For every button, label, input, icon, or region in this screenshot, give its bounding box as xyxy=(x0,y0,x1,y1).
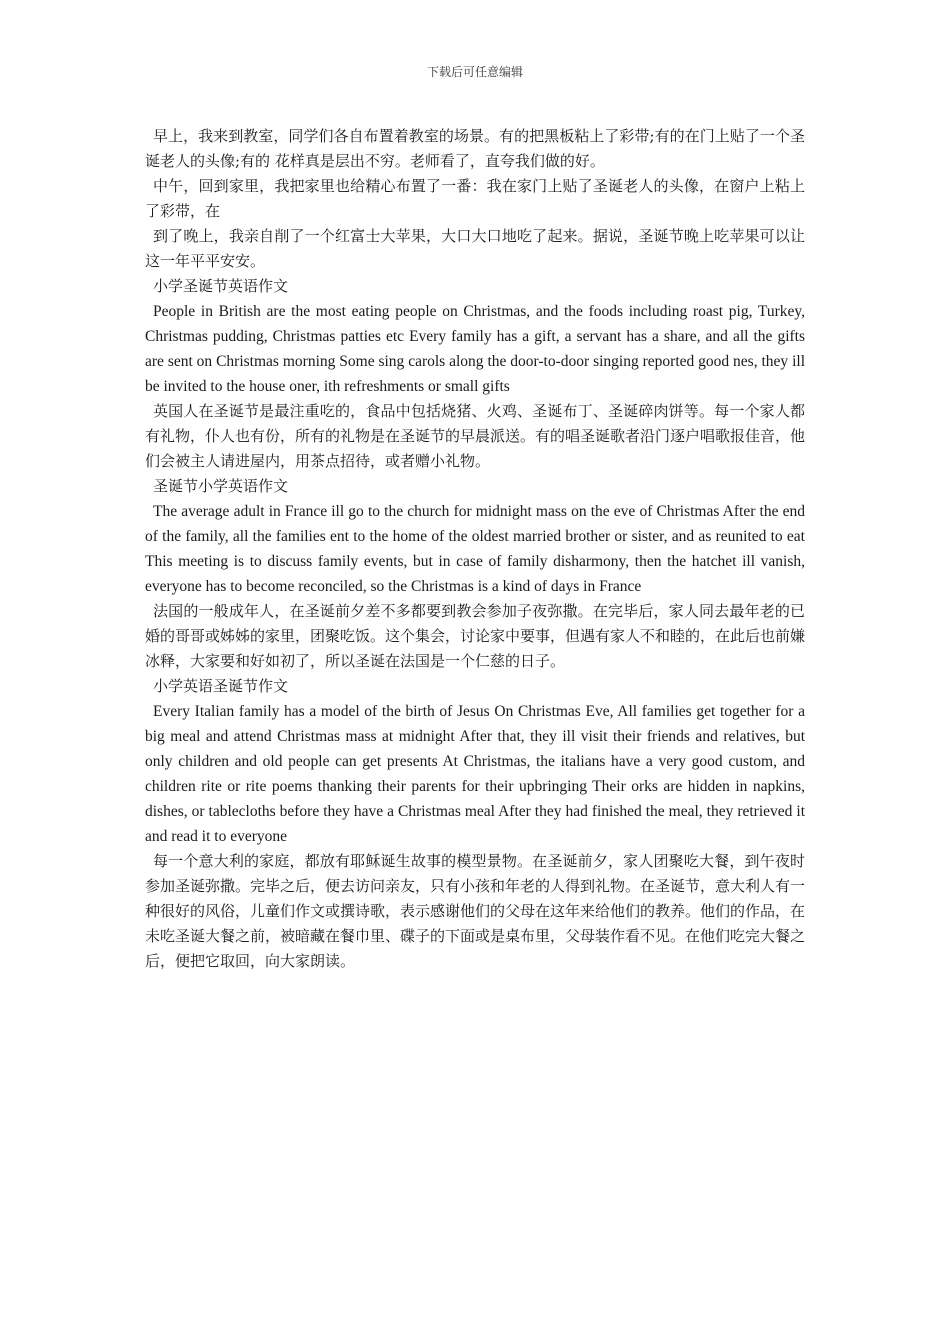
paragraph-british-zh: 英国人在圣诞节是最注重吃的，食品中包括烧猪、火鸡、圣诞布丁、圣诞碎肉饼等。每一个家人都有礼物，仆人也有份，所有的礼物是在圣诞节的早晨派送。有的唱圣诞歌者沿门逐户唱歌报佳音，他们会被主人请进屋内，用茶点招待，或者赠小礼物。 xyxy=(145,402,806,470)
paragraph-morning: 早上，我来到教室，同学们各自布置着教室的场景。有的把黑板粘上了彩带;有的在门上贴了一个圣诞老人的头像;有的 花样真是层出不穷。老师看了，直夸我们做的好。 xyxy=(145,127,805,170)
paragraph-france-en: The average adult in France ill go to the church for midnight mass on the eve of Christmas After the end of the family, all the families ent to the home of the oldest married brother or sister, and as reunited to eat This meeting is to discuss family events, but in case of family disharmony, then the hatchet ill vanish, everyone has to become reconciled, so the Christmas is a kind of days in France xyxy=(145,503,805,595)
section-heading: 圣诞节小学英语作文 xyxy=(153,477,289,495)
document-body xyxy=(145,124,805,974)
section-heading: 小学圣诞节英语作文 xyxy=(153,277,289,295)
section-heading: 小学英语圣诞节作文 xyxy=(153,677,289,695)
page-header-note: 下载后可任意编辑 xyxy=(426,65,523,79)
paragraph-italy-en: Every Italian family has a model of the birth of Jesus On Christmas Eve, All families get together for a big meal and attend Christmas mass at midnight After that, they ill visit their friends and relatives, but only children and old people can get presents At Christmas, the italians have a very good custom, and children rite or rite poems thanking their parents for their upbringing Their orks are hidden in napkins, dishes, or tablecloths before they have a Christmas meal After they had finished the meal, they retrieved it and read it to everyone xyxy=(145,703,805,845)
paragraph-france-zh: 法国的一般成年人，在圣诞前夕差不多都要到教会参加子夜弥撒。在完毕后，家人同去最年老的已婚的哥哥或姊姊的家里，团聚吃饭。这个集会，讨论家中要事，但遇有家人不和睦的，在此后也前嫌冰释，大家要和好如初了，所以圣诞在法国是一个仁慈的日子。 xyxy=(145,602,806,670)
paragraph-british-en: People in British are the most eating people on Christmas, and the foods including roast pig, Turkey, Christmas pudding, Christmas patties etc Every family has a gift, a servant has a share, and all the gifts are sent on Christmas morning Some sing carols along the door-to-door singing reported good nes, they ill be invited to the house oner, ith refreshments or small gifts xyxy=(145,303,805,395)
paragraph-italy-zh: 每一个意大利的家庭，都放有耶稣诞生故事的模型景物。在圣诞前夕，家人团聚吃大餐，到午夜时参加圣诞弥撒。完毕之后，便去访问亲友，只有小孩和年老的人得到礼物。在圣诞节，意大利人有一种很好的风俗，儿童们作文或撰诗歌，表示感谢他们的父母在这年来给他们的教养。他们的作品，在未吃圣诞大餐之前，被暗藏在餐巾里、碟子的下面或是桌布里，父母装作看不见。在他们吃完大餐之后，便把它取回，向大家朗读。 xyxy=(145,852,806,970)
paragraph-evening: 到了晚上，我亲自削了一个红富士大苹果，大口大口地吃了起来。据说，圣诞节晚上吃苹果可以让这一年平平安安。 xyxy=(145,227,805,270)
paragraph-noon: 中午，回到家里，我把家里也给精心布置了一番：我在家门上贴了圣诞老人的头像，在窗户上粘上了彩带，在 xyxy=(145,177,805,220)
